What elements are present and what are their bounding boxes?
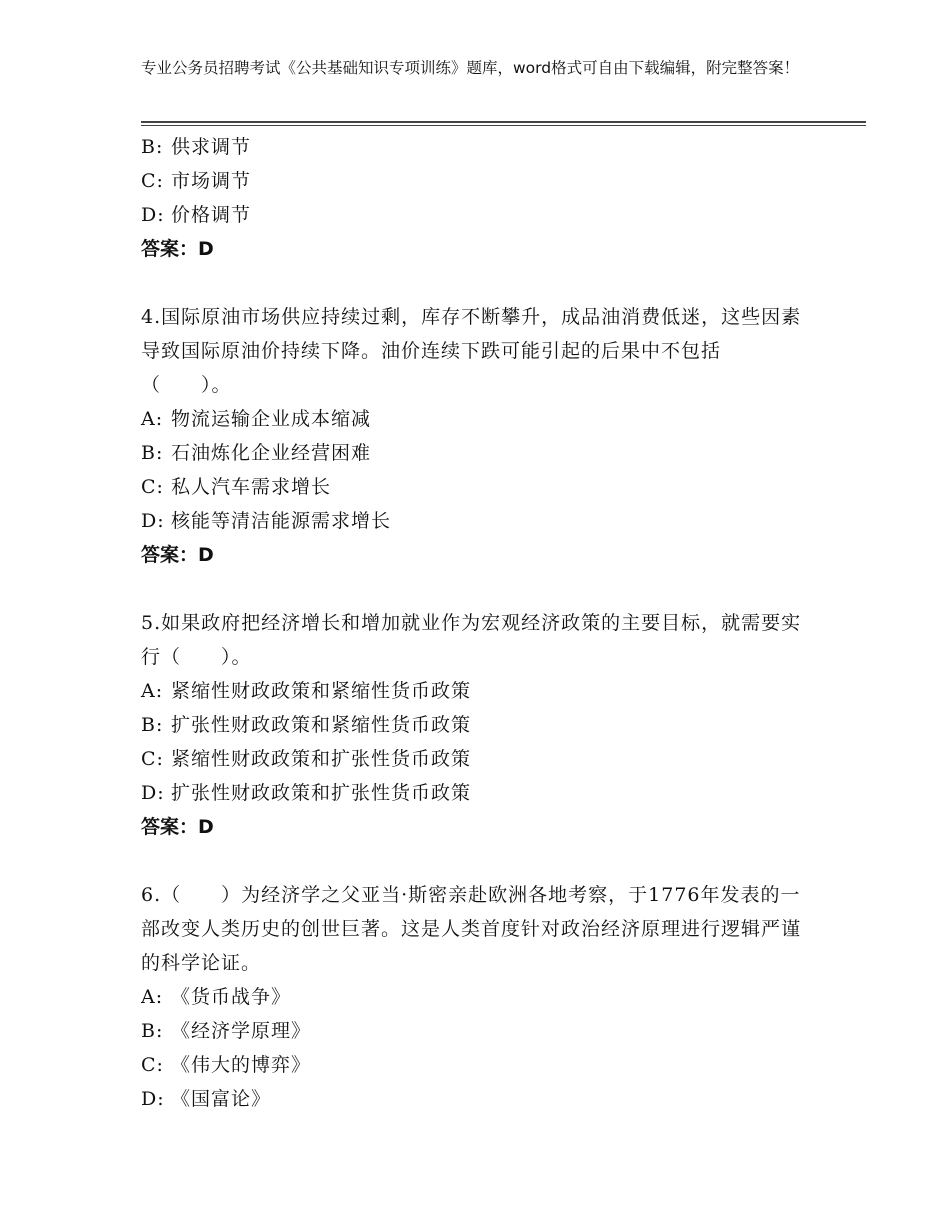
header-rule-thin xyxy=(141,125,866,126)
option-b: B: 石油炼化企业经营困难 xyxy=(141,442,372,464)
header-rule xyxy=(141,121,866,123)
option-a: A: 紧缩性财政政策和紧缩性货币政策 xyxy=(141,680,472,702)
question-6-text: 6.（ ）为经济学之父亚当·斯密亲赴欧洲各地考察，于1776年发表的一部改变人类历史的创世巨著。这是人类首度针对政治经济原理进行逻辑严谨的科学论证。 xyxy=(141,884,802,974)
answer-line: 答案：D xyxy=(141,238,214,260)
option-b: B: 供求调节 xyxy=(141,136,252,158)
option-c: C: 紧缩性财政政策和扩张性货币政策 xyxy=(141,748,472,770)
document-body xyxy=(141,130,806,1116)
question-4-text: 4.国际原油市场供应持续过剩，库存不断攀升，成品油消费低迷，这些因素导致国际原油价持续下降。油价连续下跌可能引起的后果中不包括（ ）。 xyxy=(141,306,802,396)
option-c: C: 私人汽车需求增长 xyxy=(141,476,332,498)
option-d: D: 扩张性财政政策和扩张性货币政策 xyxy=(141,782,472,804)
option-b: B: 扩张性财政政策和紧缩性货币政策 xyxy=(141,714,472,736)
option-a: A: 物流运输企业成本缩减 xyxy=(141,408,372,430)
page-header: 专业公务员招聘考试《公共基础知识专项训练》题库，word格式可自由下载编辑，附完整答案！ xyxy=(141,59,800,77)
option-b: B: 《经济学原理》 xyxy=(141,1020,312,1042)
option-c: C: 市场调节 xyxy=(141,170,252,192)
option-d: D: 《国富论》 xyxy=(141,1088,272,1110)
option-c: C: 《伟大的博弈》 xyxy=(141,1054,312,1076)
question-5-text: 5.如果政府把经济增长和增加就业作为宏观经济政策的主要目标，就需要实行（ ）。 xyxy=(141,612,802,668)
option-a: A: 《货币战争》 xyxy=(141,986,292,1008)
answer-line: 答案：D xyxy=(141,544,214,566)
answer-line: 答案：D xyxy=(141,816,214,838)
option-d: D: 价格调节 xyxy=(141,204,252,226)
option-d: D: 核能等清洁能源需求增长 xyxy=(141,510,392,532)
